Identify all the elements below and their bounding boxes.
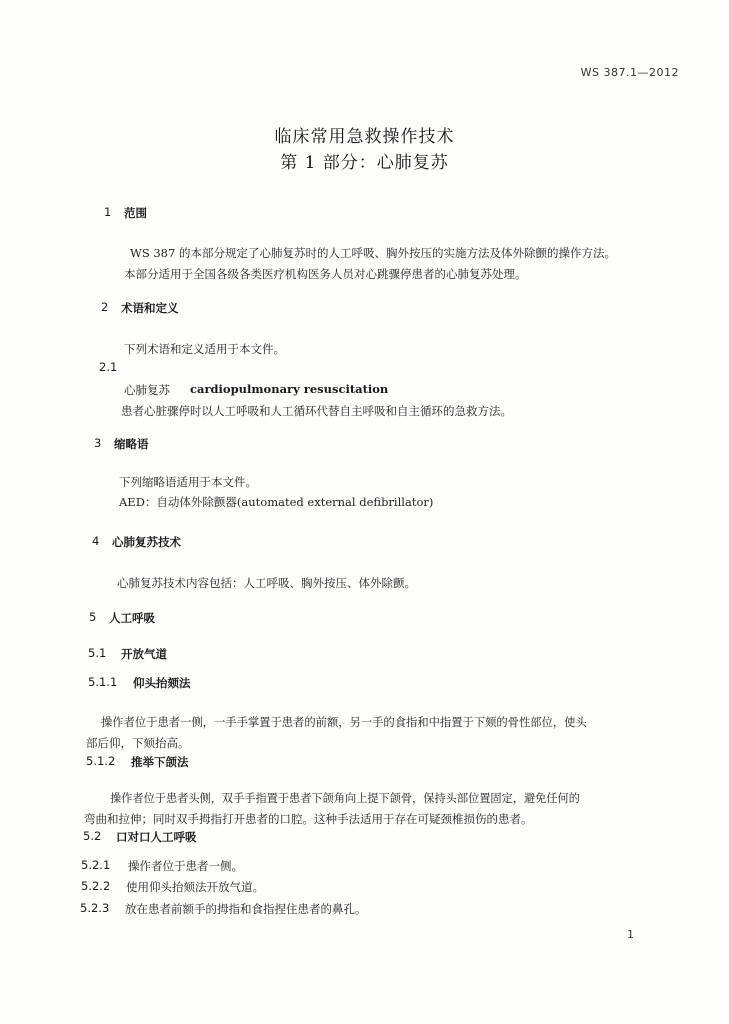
section-5-1-heading: 开放气道 bbox=[121, 647, 167, 661]
term-chinese: 心肺复苏 bbox=[124, 383, 170, 397]
section-5-number: 5 bbox=[89, 610, 97, 624]
section-5-1-1-heading: 仰头抬颏法 bbox=[133, 676, 191, 690]
section-5-1-number: 5.1 bbox=[88, 646, 107, 660]
section-5-1-2-line-2: 弯曲和拉伸；同时双手拇指打开患者的口腔。这种手法适用于存在可疑颈椎损伤的患者。 bbox=[84, 812, 533, 826]
section-5-2-number: 5.2 bbox=[83, 829, 102, 843]
section-2-number: 2 bbox=[101, 300, 109, 314]
section-4-heading: 心肺复苏技术 bbox=[112, 535, 181, 549]
section-4-paragraph-1: 心肺复苏技术内容包括：人工呼吸、胸外按压、体外除颤。 bbox=[117, 576, 416, 590]
standard-id: WS 387.1—2012 bbox=[580, 66, 679, 79]
section-1-heading: 范围 bbox=[124, 206, 147, 220]
section-5-1-1-line-2: 部后仰，下颏抬高。 bbox=[86, 736, 190, 750]
section-5-2-1-number: 5.2.1 bbox=[81, 858, 111, 872]
section-3-paragraph-2: AED：自动体外除颤器(automated external defibrillator) bbox=[119, 495, 434, 509]
section-1-paragraph-1: WS 387 的本部分规定了心肺复苏时的人工呼吸、胸外按压的实施方法及体外除颤的操作方法。 bbox=[130, 246, 616, 260]
section-4-number: 4 bbox=[92, 534, 100, 548]
section-5-2-1-text: 操作者位于患者一侧。 bbox=[128, 859, 243, 873]
section-5-2-3-text: 放在患者前额手的拇指和食指捏住患者的鼻孔。 bbox=[125, 902, 367, 916]
section-2-heading: 术语和定义 bbox=[121, 301, 179, 315]
section-1-number: 1 bbox=[104, 205, 112, 219]
document-title: 临床常用急救操作技术 bbox=[274, 127, 455, 147]
page-number: 1 bbox=[627, 928, 634, 941]
section-3-paragraph-1: 下列缩略语适用于本文件。 bbox=[119, 475, 257, 489]
term-definition: 患者心脏骤停时以人工呼吸和人工循环代替自主呼吸和自主循环的急救方法。 bbox=[121, 404, 512, 418]
section-1-paragraph-2: 本部分适用于全国各级各类医疗机构医务人员对心跳骤停患者的心肺复苏处理。 bbox=[124, 267, 527, 281]
term-english: cardiopulmonary resuscitation bbox=[190, 382, 389, 396]
section-5-heading: 人工呼吸 bbox=[109, 611, 155, 625]
section-5-1-2-heading: 推举下颌法 bbox=[131, 755, 189, 769]
section-3-number: 3 bbox=[94, 436, 102, 450]
section-2-1-number: 2.1 bbox=[99, 360, 118, 374]
section-5-2-2-text: 使用仰头抬颏法开放气道。 bbox=[126, 880, 264, 894]
section-5-1-1-number: 5.1.1 bbox=[88, 675, 118, 689]
section-5-2-heading: 口对口人工呼吸 bbox=[116, 830, 197, 844]
section-5-2-2-number: 5.2.2 bbox=[81, 879, 111, 893]
section-5-1-1-line-1: 操作者位于患者一侧，一手手掌置于患者的前额，另一手的食指和中指置于下颏的骨性部位，使头 bbox=[101, 716, 587, 729]
section-5-1-2-number: 5.1.2 bbox=[86, 754, 116, 768]
section-5-2-3-number: 5.2.3 bbox=[80, 901, 110, 915]
document-subtitle: 第 1 部分：心肺复苏 bbox=[280, 153, 449, 173]
section-3-heading: 缩略语 bbox=[114, 437, 149, 451]
section-5-1-2-line-1: 操作者位于患者头侧，双手手指置于患者下颌角向上提下颌骨，保持头部位置固定，避免任何的 bbox=[110, 792, 580, 805]
section-2-paragraph-1: 下列术语和定义适用于本文件。 bbox=[124, 342, 285, 356]
